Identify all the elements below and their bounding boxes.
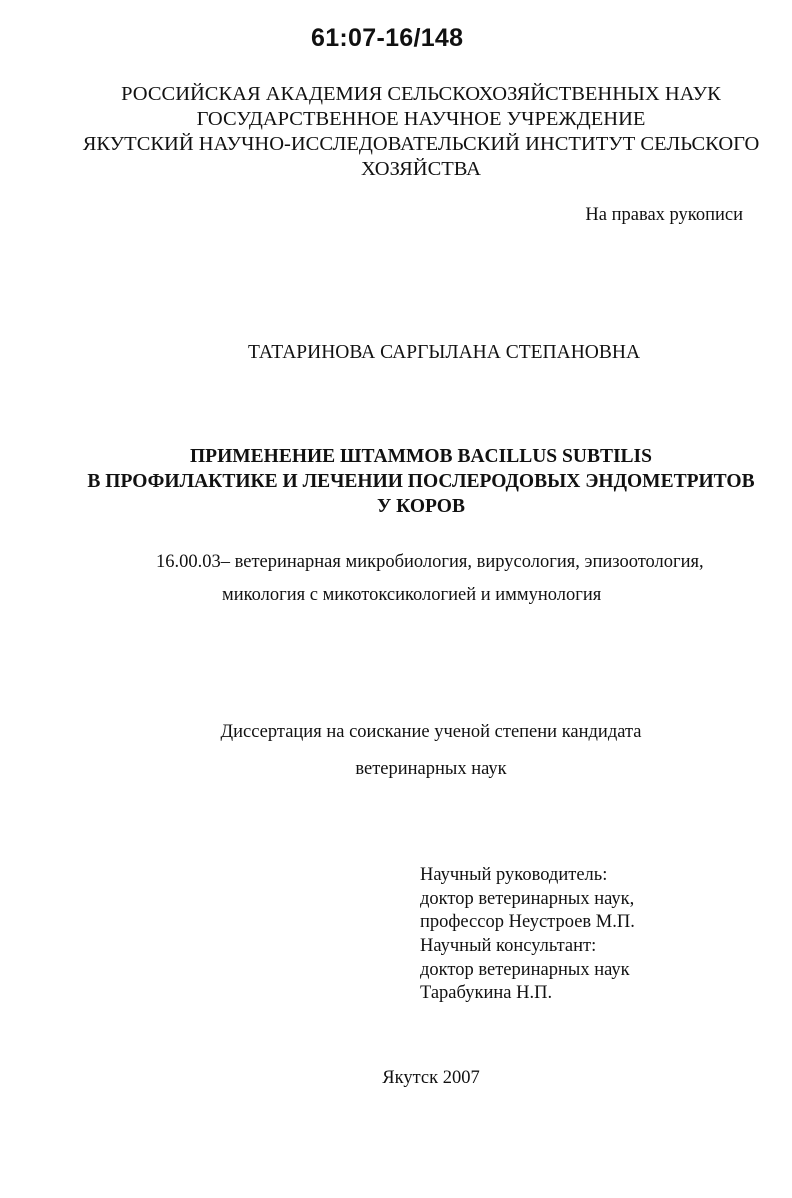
title-line-1: ПРИМЕНЕНИЕ ШТАММОВ BACILLUS SUBTILIS bbox=[190, 446, 652, 467]
organization-line-2: ГОСУДАРСТВЕННОЕ НАУЧНОЕ УЧРЕЖДЕНИЕ bbox=[196, 108, 646, 130]
degree-line-1: Диссертация на соискание ученой степени кандидата bbox=[220, 722, 642, 742]
title-line-3: У КОРОВ bbox=[377, 496, 465, 517]
author-name: ТАТАРИНОВА САРГЫЛАНА СТЕПАНОВНА bbox=[247, 342, 641, 363]
title-line-2: В ПРОФИЛАКТИКЕ И ЛЕЧЕНИИ ПОСЛЕРОДОВЫХ ЭНДОМЕТРИТОВ bbox=[87, 471, 755, 492]
advisor-line-1: Научный руководитель: bbox=[420, 865, 608, 885]
advisor-line-3: профессор Неустроев М.П. bbox=[420, 912, 635, 932]
organization-line-4: ХОЗЯЙСТВА bbox=[361, 158, 481, 180]
specialty-line-1: 16.00.03– ветеринарная микробиология, вирусология, эпизоотология, bbox=[156, 552, 704, 572]
consultant-line-2: доктор ветеринарных наук bbox=[420, 960, 630, 980]
specialty-line-2: микология с микотоксикологией и иммунология bbox=[222, 585, 602, 605]
organization-line-1: РОССИЙСКАЯ АКАДЕМИЯ СЕЛЬСКОХОЗЯЙСТВЕННЫХ НАУК bbox=[121, 83, 721, 105]
degree-line-2: ветеринарных наук bbox=[355, 759, 507, 779]
manuscript-note: На правах рукописи bbox=[585, 205, 743, 225]
organization-line-3: ЯКУТСКИЙ НАУЧНО-ИССЛЕДОВАТЕЛЬСКИЙ ИНСТИТУТ СЕЛЬСКОГО bbox=[82, 133, 760, 155]
document-code: 61:07-16/148 bbox=[311, 24, 464, 52]
advisor-line-2: доктор ветеринарных наук, bbox=[420, 889, 635, 909]
city-year: Якутск 2007 bbox=[382, 1068, 480, 1088]
consultant-line-3: Тарабукина Н.П. bbox=[420, 983, 553, 1003]
consultant-line-1: Научный консультант: bbox=[420, 936, 597, 956]
